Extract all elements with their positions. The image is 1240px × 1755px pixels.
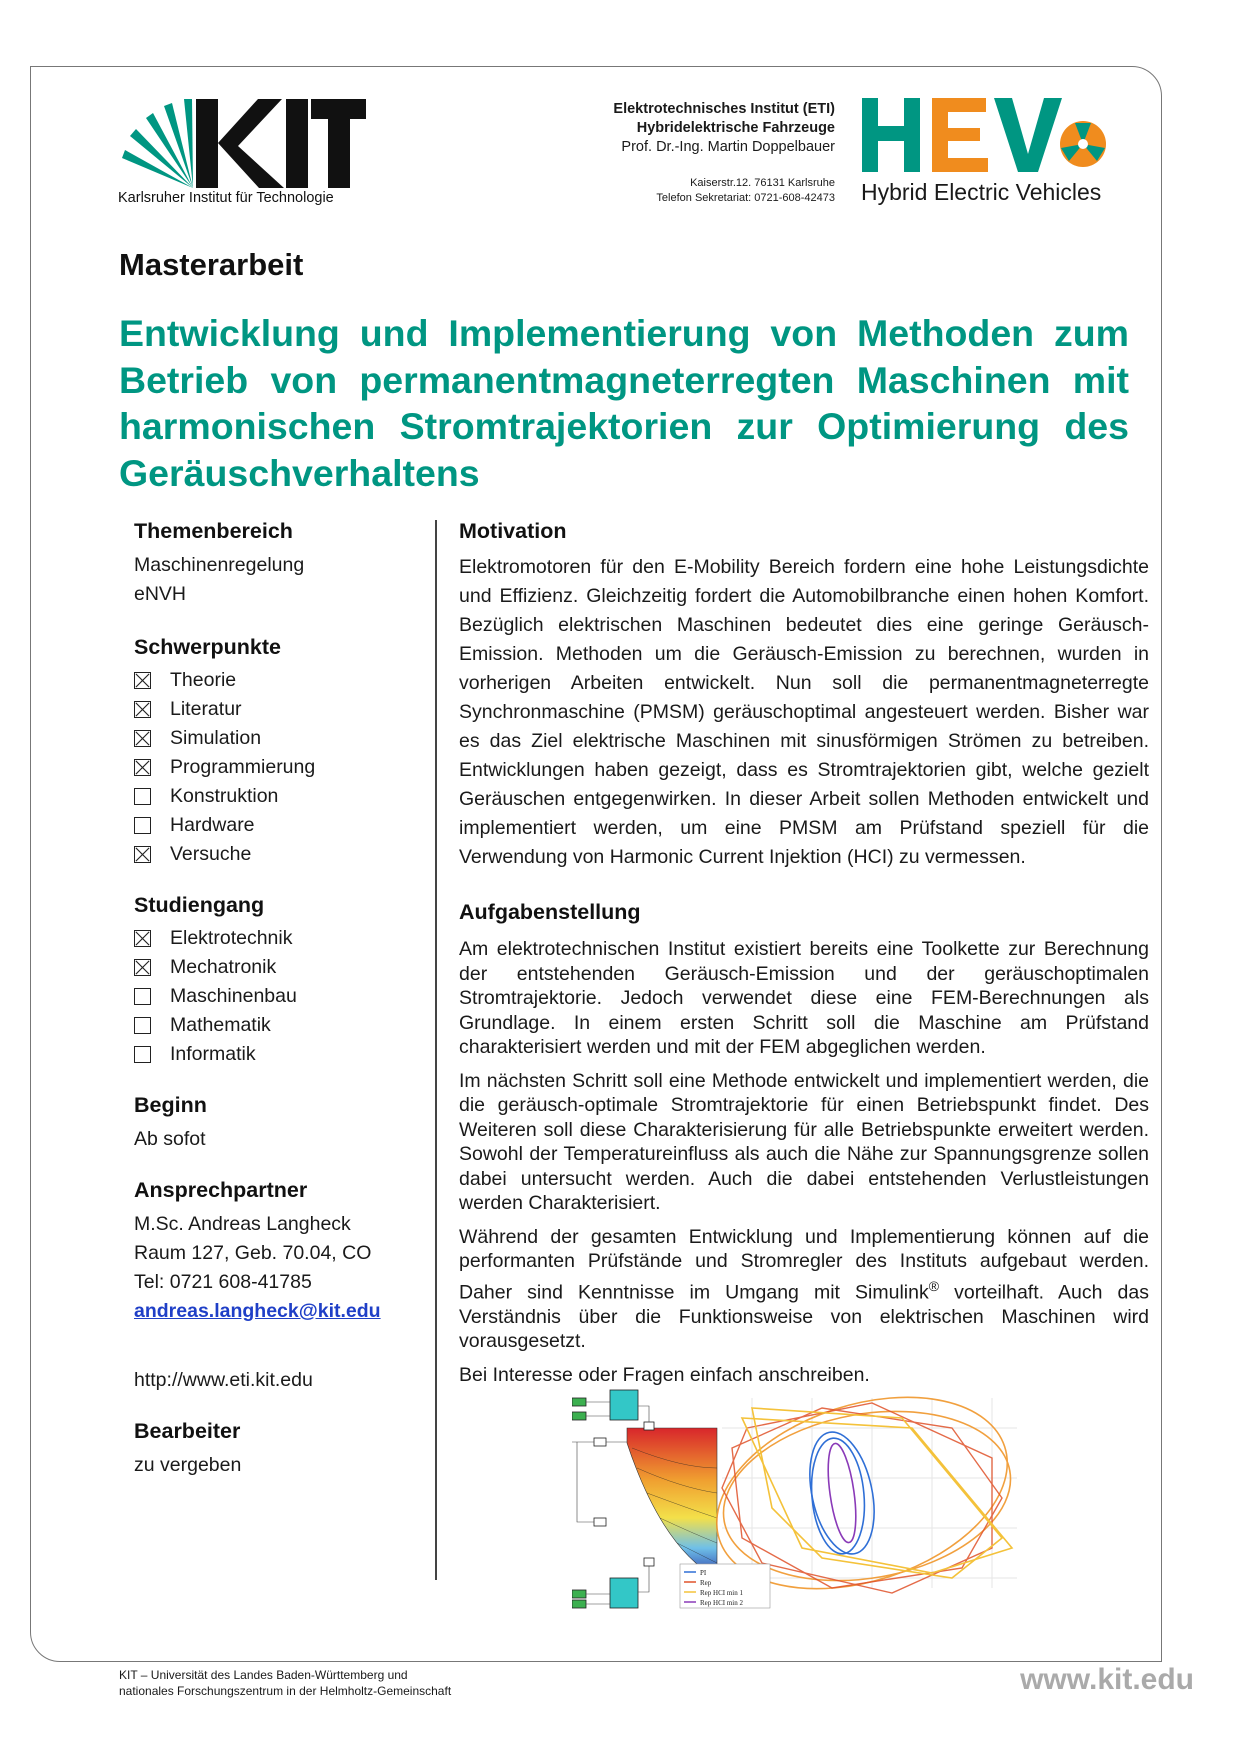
empty-box-icon[interactable] xyxy=(134,1017,151,1034)
checkbox-label: Mathematik xyxy=(170,1014,271,1036)
motivation-text: Elektromotoren für den E-Mobility Bereich fordern eine hohe Leistungsdichte und Effizienz. Gleichzeitig fordert die Automobilbranche einen hohen Komfort. Bezüglich elektrischen Maschinen bedeutet dies eine geringe Geräusch-Emission. Methoden um die Geräusch-Emission zu berechnen, wurden in vorherigen Arbeiten entwickelt. Nun soll die permanentmagneterregte Synchronmaschine (PMSM) geräuschoptimal angesteuert werden. Bisher war es das Ziel elektrische Maschinen mit sinusförmigen Strömen zu betreiben. Entwicklungen haben gezeigt, dass es Stromtrajektorien gibt, welche gezielt Geräuschen entgegenwirken. In dieser Arbeit sollen Methoden entwickelt und implementiert werden, um eine PMSM am Prüfstand speziell für die Verwendung von Harmonic Current Injektion (HCI) zu vermessen. xyxy=(459,556,1149,868)
main-content xyxy=(459,517,1149,1396)
website: http://www.eti.kit.edu xyxy=(134,1369,313,1391)
checkbox-label: Informatik xyxy=(170,1043,256,1065)
sidebar xyxy=(134,517,424,1480)
themen-heading: Themenbereich xyxy=(134,519,293,543)
legend-entry: Rep xyxy=(700,1579,712,1587)
aufgaben-text: vorteilhaft. Auch das Verständnis über die Funktionsweise von elektrischen Maschinen wird vorausgesetzt. xyxy=(459,1281,1149,1352)
aufgaben-paragraph xyxy=(459,1225,1149,1354)
aufgaben-text: Während der gesamten Entwicklung und Implementierung können auf die performanten Prüfstände und Stromregler des Instituts aufgebaut werden. Daher sind Kenntnisse im Umgang mit Simulink xyxy=(459,1225,1149,1303)
professor-name: Prof. Dr.-Ing. Martin Doppelbauer xyxy=(621,139,835,155)
checked-box-icon[interactable] xyxy=(134,759,151,776)
contact-heading: Ansprechpartner xyxy=(134,1178,308,1202)
checkbox-row xyxy=(134,811,424,840)
hev-logo xyxy=(860,96,1130,176)
checked-box-icon[interactable] xyxy=(134,672,151,689)
footer-line: KIT – Universität des Landes Baden-Württemberg und xyxy=(119,1668,408,1682)
checkbox-label: Elektrotechnik xyxy=(170,927,293,949)
address: Kaiserstr.12. 76131 Karlsruhe xyxy=(690,177,835,189)
footer-url[interactable]: www.kit.edu xyxy=(1020,1663,1194,1696)
simulation-figure xyxy=(572,1388,1017,1610)
aufgaben-paragraph: Im nächsten Schritt soll eine Methode entwickelt und implementiert werden, die die geräusch-optimale Stromtrajektorie für einen Betriebspunkt findet. Des Weiteren soll diese Charakterisierung für alle Betriebspunkte erweitert werden. Sowohl der Temperatureinfluss als auch die Nähe zur Spannungsgrenze sollen dabei untersucht werden. Auch die dabei entstehenden Verlustleistungen werden Charakterisiert. xyxy=(459,1069,1149,1214)
checkbox-label: Maschinenbau xyxy=(170,985,297,1007)
registered-mark: ® xyxy=(928,1277,940,1294)
column-divider xyxy=(435,520,437,1580)
checkbox-label: Simulation xyxy=(170,727,262,749)
checkbox-label: Mechatronik xyxy=(170,956,277,978)
checked-box-icon[interactable] xyxy=(134,930,151,947)
checkbox-row xyxy=(134,724,424,753)
checked-box-icon[interactable] xyxy=(134,846,151,863)
footer-text xyxy=(119,1668,451,1699)
checkbox-label: Hardware xyxy=(170,814,255,836)
aufgaben-paragraph: Am elektrotechnischen Institut existiert bereits eine Toolkette zur Berechnung der entstehenden Geräusch-Emission und der geräuschoptimalen Stromtrajektorie. Jedoch verwendet diese eine FEM-Berechnungen als Grundlage. In einem ersten Schritt soll die Maschine am Prüfstand charakterisiert werden und mit der FEM abgeglichen werden. xyxy=(459,938,1149,1058)
kit-subtitle: Karlsruher Institut für Technologie xyxy=(118,190,334,206)
hev-subtitle: Hybrid Electric Vehicles xyxy=(861,179,1102,205)
institute-block xyxy=(613,100,835,157)
empty-box-icon[interactable] xyxy=(134,788,151,805)
plot-legend xyxy=(680,1564,770,1608)
beginn-value: Ab sofot xyxy=(134,1128,206,1150)
legend-entry: PI xyxy=(700,1569,707,1577)
contact-tel: Tel: 0721 608-41785 xyxy=(134,1271,312,1293)
checkbox-row xyxy=(134,753,424,782)
checked-box-icon[interactable] xyxy=(134,959,151,976)
checkbox-label: Literatur xyxy=(170,698,242,720)
schwerpunkte-list xyxy=(134,666,424,869)
footer-line: nationales Forschungszentrum in der Helmholtz-Gemeinschaft xyxy=(119,1683,452,1698)
checkbox-row xyxy=(134,695,424,724)
bearbeiter-value: zu vergeben xyxy=(134,1454,242,1476)
studien-heading: Studiengang xyxy=(134,893,265,917)
phone: Telefon Sekretariat: 0721-608-42473 xyxy=(656,192,835,204)
group-name: Hybridelektrische Fahrzeuge xyxy=(636,120,835,136)
checkbox-label: Konstruktion xyxy=(170,785,279,807)
checked-box-icon[interactable] xyxy=(134,730,151,747)
checkbox-row xyxy=(134,666,424,695)
legend-entry: Rep HCI min 1 xyxy=(700,1589,743,1597)
schwer-heading: Schwerpunkte xyxy=(134,635,281,659)
legend-entry: Rep HCI min 2 xyxy=(700,1599,743,1607)
checkbox-row xyxy=(134,1040,424,1069)
contact-room: Raum 127, Geb. 70.04, CO xyxy=(134,1242,372,1264)
thesis-title: Entwicklung und Implementierung von Methoden zum Betrieb von permanentmagneterregten Maschinen mit harmonischen Stromtrajektorien zur Optimierung des Geräuschverhaltens xyxy=(119,312,1129,494)
themen-item: Maschinenregelung xyxy=(134,554,305,576)
contact-name: M.Sc. Andreas Langheck xyxy=(134,1213,351,1235)
bearbeiter-heading: Bearbeiter xyxy=(134,1419,241,1443)
motivation-heading: Motivation xyxy=(459,519,567,543)
aufgaben-heading: Aufgabenstellung xyxy=(459,900,641,924)
checkbox-row xyxy=(134,953,424,982)
checkbox-row xyxy=(134,982,424,1011)
checkbox-row xyxy=(134,924,424,953)
empty-box-icon[interactable] xyxy=(134,1046,151,1063)
checkbox-label: Programmierung xyxy=(170,756,316,778)
checkbox-row xyxy=(134,840,424,869)
contact-email-link[interactable]: andreas.langheck@kit.edu xyxy=(134,1300,381,1322)
beginn-heading: Beginn xyxy=(134,1093,207,1117)
address-block xyxy=(656,176,835,206)
checkbox-label: Versuche xyxy=(170,843,252,865)
checkbox-label: Theorie xyxy=(170,669,237,691)
themen-item: eNVH xyxy=(134,583,187,605)
aufgaben-paragraph: Bei Interesse oder Fragen einfach anschreiben. xyxy=(459,1363,870,1386)
studiengang-list xyxy=(134,924,424,1069)
checked-box-icon[interactable] xyxy=(134,701,151,718)
fem-sector xyxy=(627,1428,717,1578)
checkbox-row xyxy=(134,1011,424,1040)
document-type: Masterarbeit xyxy=(119,247,304,282)
empty-box-icon[interactable] xyxy=(134,817,151,834)
checkbox-row xyxy=(134,782,424,811)
institute-name: Elektrotechnisches Institut (ETI) xyxy=(613,101,835,117)
empty-box-icon[interactable] xyxy=(134,988,151,1005)
